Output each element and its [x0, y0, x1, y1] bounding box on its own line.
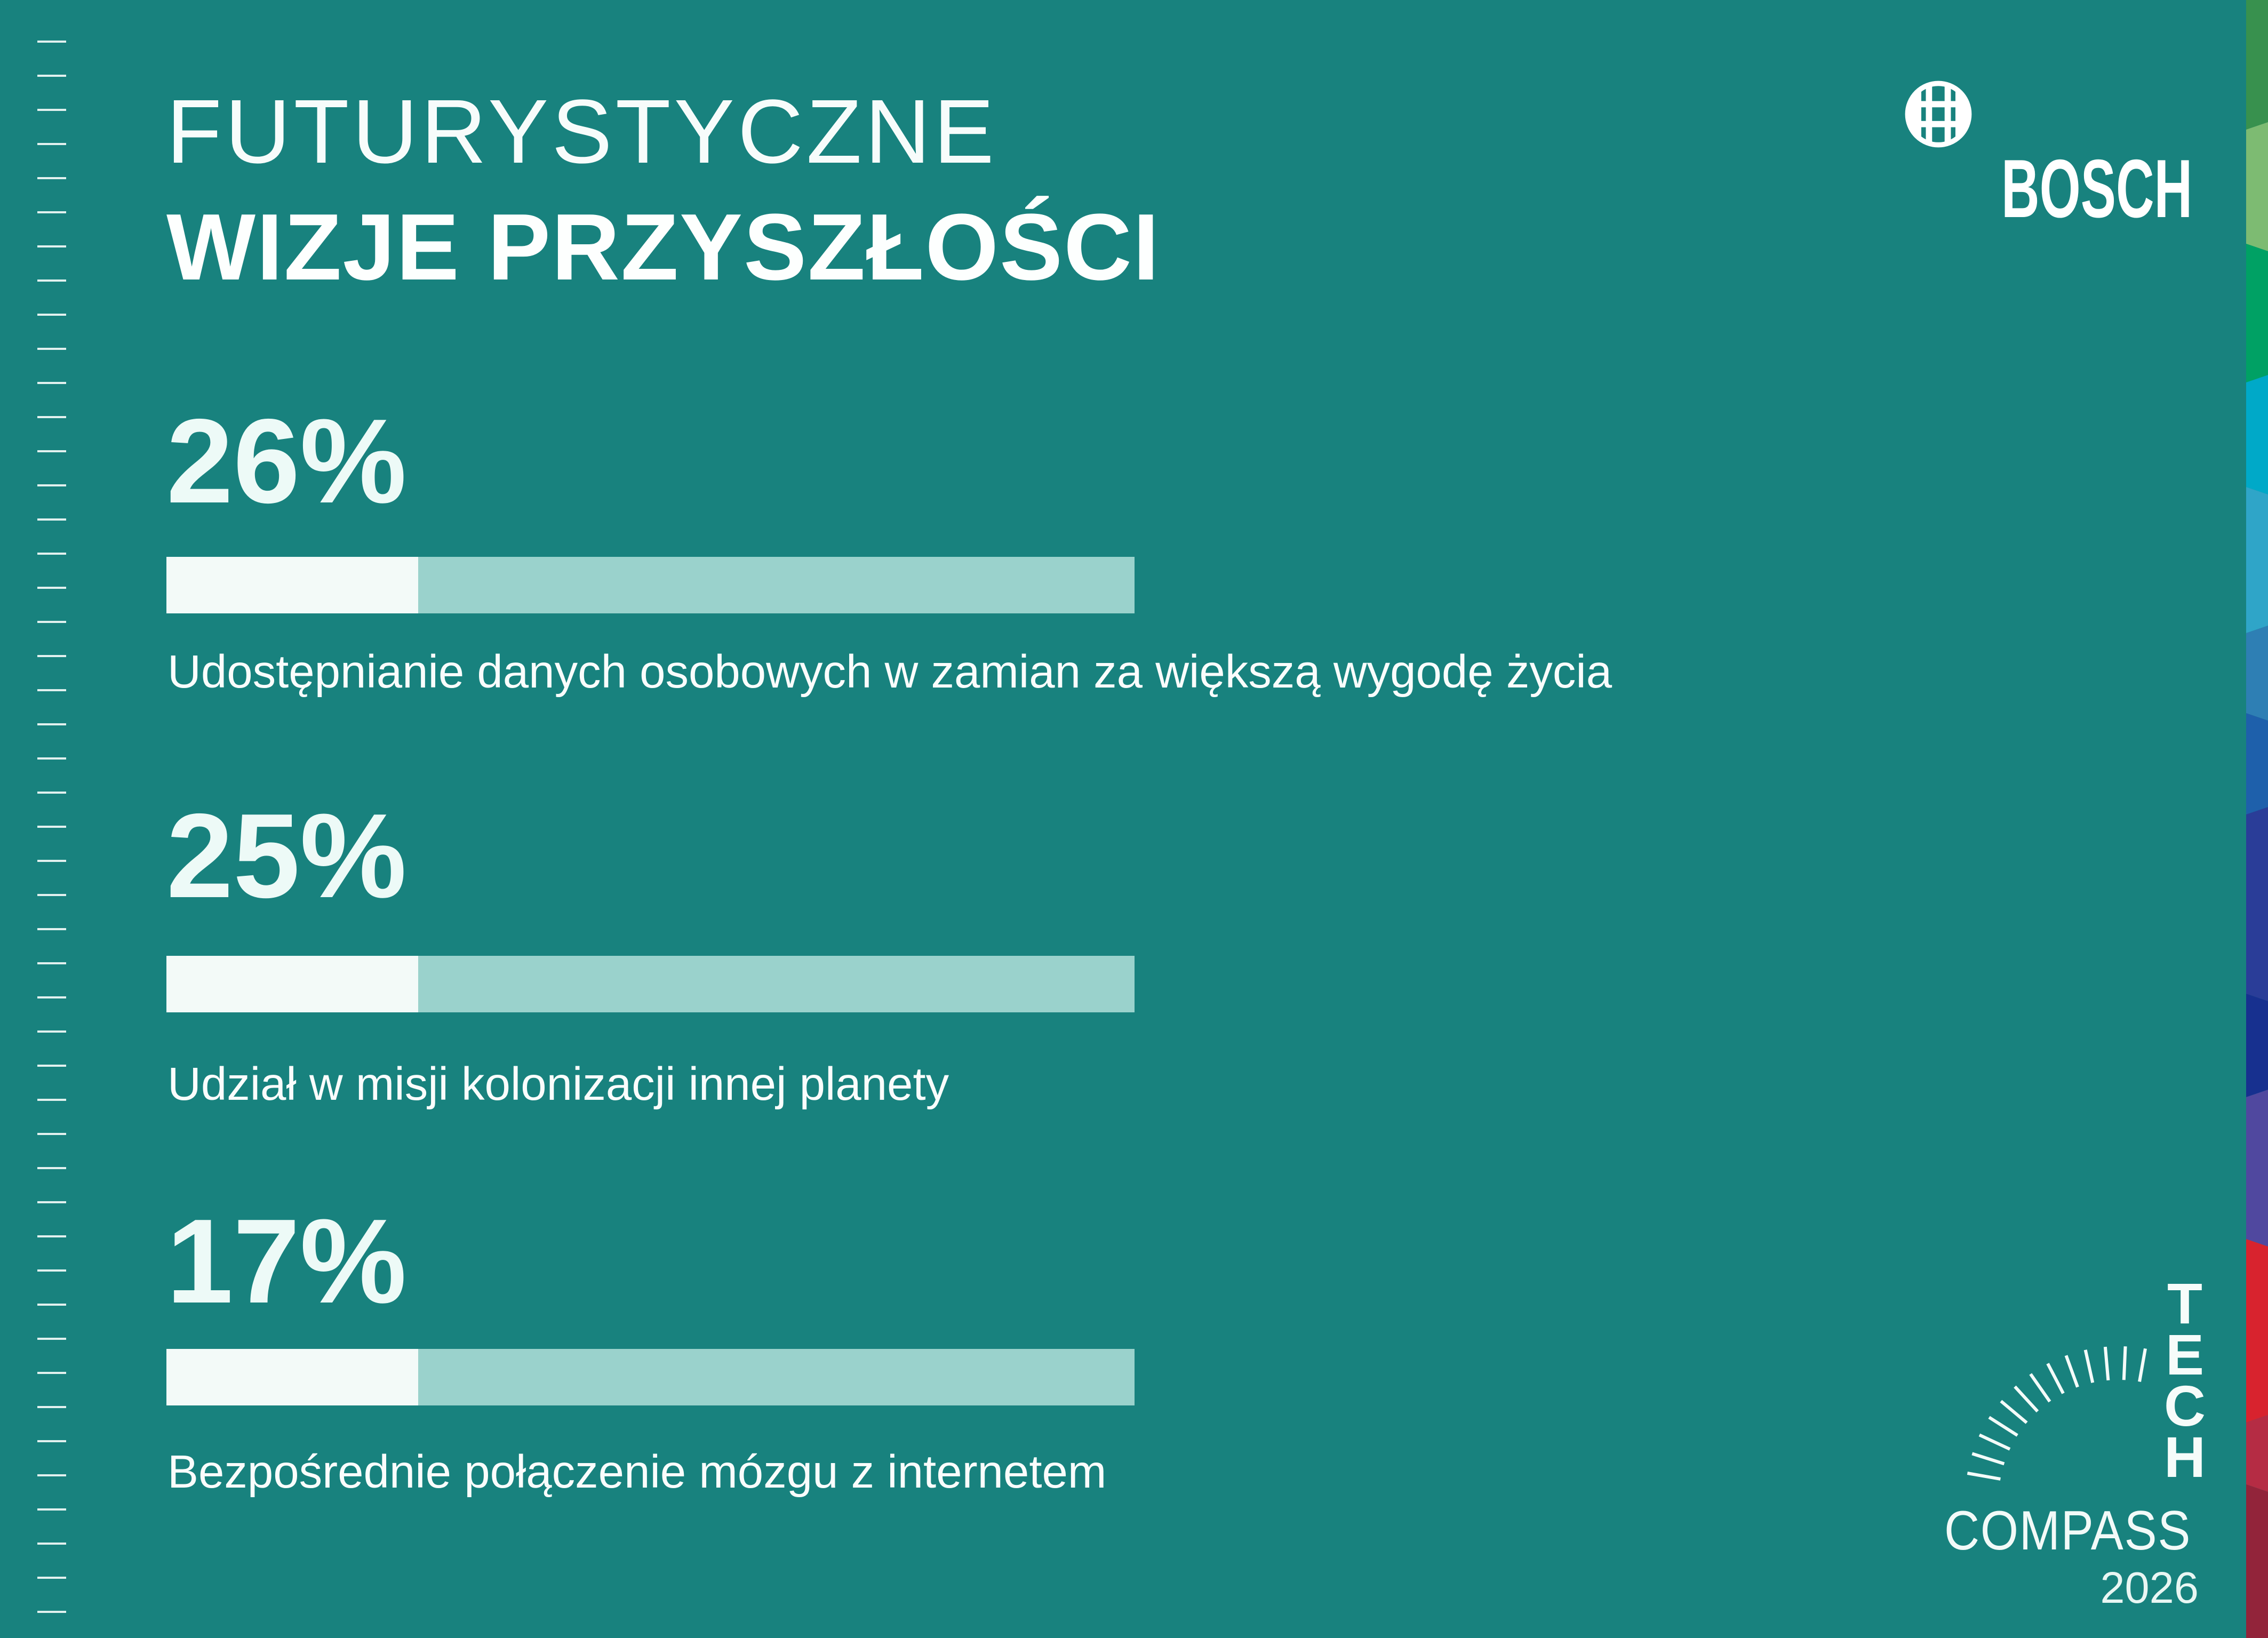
- stat-value: 25%: [166, 788, 407, 923]
- stripe-segment: [2246, 122, 2268, 251]
- stat-bar-fill: [166, 956, 418, 1012]
- stat-row-1: [166, 394, 1713, 796]
- ruler-tick: [37, 75, 66, 77]
- dial-tick: [2031, 1374, 2050, 1402]
- ruler-tick: [37, 1474, 66, 1476]
- ruler-tick: [37, 1508, 66, 1511]
- ruler-tick: [37, 382, 66, 384]
- stat-value: 26%: [166, 394, 407, 528]
- ruler-tick: [37, 245, 66, 247]
- stripe-segment: [2246, 0, 2268, 130]
- stat-bar-fill: [166, 557, 418, 613]
- ruler-tick: [37, 1406, 66, 1408]
- dial-tick: [2105, 1347, 2108, 1380]
- ruler-tick: [37, 655, 66, 657]
- ruler-tick: [37, 1543, 66, 1545]
- ruler-tick: [37, 757, 66, 760]
- ruler-tick: [37, 1611, 66, 1613]
- ruler-tick: [37, 348, 66, 350]
- ruler-tick: [37, 450, 66, 452]
- ruler-tick: [37, 962, 66, 964]
- dial-tick: [1972, 1453, 2004, 1464]
- tech-letter: T: [2167, 1271, 2202, 1336]
- ruler-tick: [37, 723, 66, 725]
- stat-label: Bezpośrednie połączenie mózgu z internetem: [167, 1446, 1107, 1498]
- ruler-tick: [37, 109, 66, 111]
- stripe-segment: [2246, 626, 2268, 721]
- ruler-tick: [37, 1099, 66, 1101]
- ruler-tick: [37, 553, 66, 555]
- dial-tick: [1967, 1473, 2000, 1479]
- stripe-segment: [2246, 244, 2268, 382]
- ruler-tick: [37, 1440, 66, 1442]
- stat-bar-track: [166, 1349, 1135, 1405]
- dial-tick: [2001, 1401, 2026, 1423]
- dial-tick: [2048, 1364, 2063, 1394]
- ruler-tick: [37, 1304, 66, 1306]
- dial-tick: [1979, 1435, 2010, 1449]
- ruler-tick: [37, 860, 66, 862]
- ruler-tick: [37, 1577, 66, 1579]
- ruler-tick: [37, 416, 66, 418]
- stat-value: 17%: [166, 1194, 407, 1328]
- ruler-tick: [37, 518, 66, 521]
- stat-bar-track: [166, 956, 1135, 1012]
- dial-tick: [2066, 1355, 2078, 1387]
- tech-letter: E: [2165, 1322, 2205, 1387]
- stat-bar-track: [166, 557, 1135, 613]
- ruler-tick: [37, 1372, 66, 1374]
- tech-letter: C: [2164, 1373, 2206, 1438]
- ruler-tick: [37, 587, 66, 589]
- ruler-tick: [37, 996, 66, 998]
- year-label: 2026: [2100, 1563, 2199, 1612]
- stripe-segment: [2246, 807, 2268, 1001]
- dial-tick: [1989, 1417, 2017, 1435]
- ruler-tick: [37, 1338, 66, 1340]
- bosch-logo: [1904, 80, 2235, 235]
- stripe-segment: [2246, 375, 2268, 494]
- page-title-line1: FUTURYSTYCZNE: [166, 81, 997, 182]
- compass-dial-ticks-icon: [1920, 1253, 2268, 1638]
- ruler-tick: [37, 143, 66, 145]
- ruler-tick: [37, 1133, 66, 1135]
- ruler-tick: [37, 1201, 66, 1203]
- ruler-tick: [37, 792, 66, 794]
- dial-tick: [2015, 1387, 2038, 1411]
- tech-vertical-wordmark: [2159, 1271, 2210, 1489]
- ruler-tick: [37, 1030, 66, 1033]
- stat-label: Udział w misji kolonizacji innej planety: [167, 1058, 949, 1110]
- ruler-tick: [37, 689, 66, 691]
- page-title-line2: WIZJE PRZYSZŁOŚCI: [166, 194, 1161, 300]
- stat-row-3: [166, 1194, 1713, 1596]
- ruler-tick: [37, 894, 66, 896]
- ruler-tick: [37, 1235, 66, 1237]
- ruler-tick: [37, 211, 66, 213]
- stripe-segment: [2246, 713, 2268, 814]
- dial-tick: [2139, 1348, 2145, 1381]
- stripe-segment: [2246, 1090, 2268, 1247]
- left-ruler: [0, 0, 75, 1638]
- ruler-tick: [37, 41, 66, 43]
- stripe-segment: [2246, 487, 2268, 633]
- stripe-segment: [2246, 994, 2268, 1097]
- compass-wordmark: COMPASS: [1944, 1500, 2192, 1562]
- stat-row-2: [166, 788, 1713, 1190]
- bosch-wordmark: BOSCH: [2001, 142, 2193, 235]
- tech-letter: H: [2164, 1424, 2206, 1489]
- ruler-tick: [37, 621, 66, 623]
- stat-bar-fill: [166, 1349, 418, 1405]
- dial-tick: [2124, 1346, 2126, 1380]
- bosch-armature-icon: [1904, 80, 1972, 148]
- ruler-tick: [37, 279, 66, 282]
- ruler-tick: [37, 826, 66, 828]
- ruler-tick: [37, 1065, 66, 1067]
- ruler-tick: [37, 314, 66, 316]
- dial-tick: [2086, 1350, 2093, 1383]
- ruler-tick: [37, 1269, 66, 1272]
- ruler-tick: [37, 1167, 66, 1169]
- ruler-tick: [37, 484, 66, 486]
- stat-label: Udostępnianie danych osobowych w zamian za większą wygodę życia: [167, 646, 1612, 698]
- ruler-tick: [37, 928, 66, 930]
- ruler-tick: [37, 177, 66, 179]
